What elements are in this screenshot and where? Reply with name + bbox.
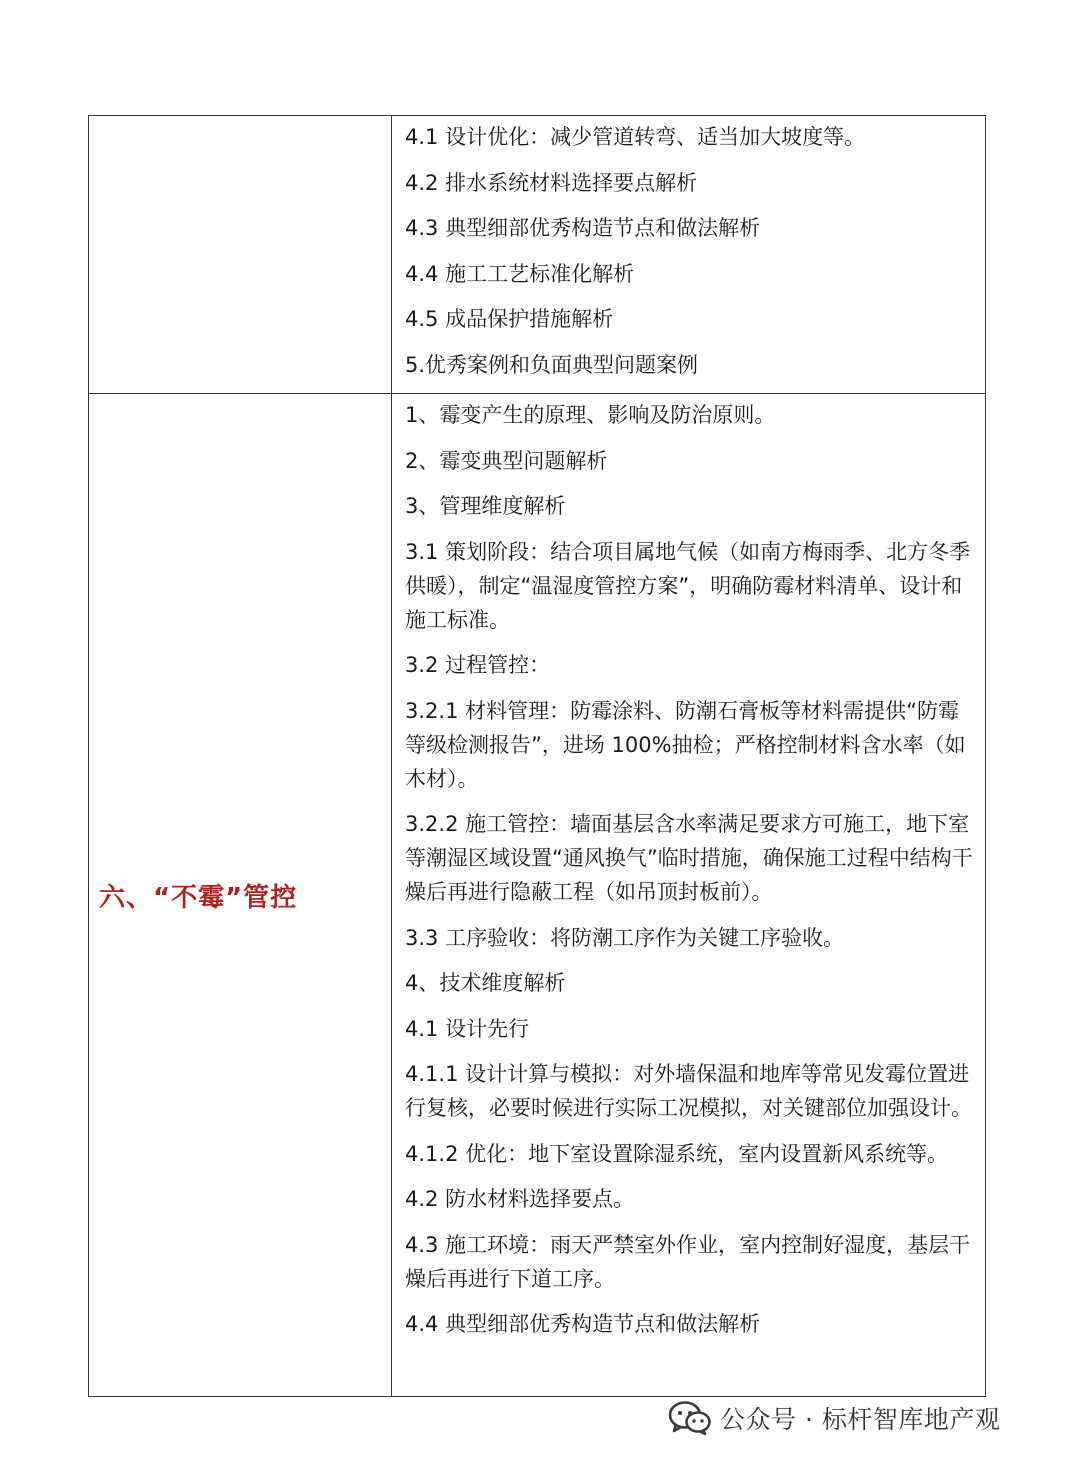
content-line: 4.4 典型细部优秀构造节点和做法解析: [405, 1312, 761, 1336]
content-line: 4.2 防水材料选择要点。: [405, 1187, 635, 1211]
content-line: 4.1 设计先行: [405, 1016, 530, 1041]
content-line: 3.1 策划阶段：结合项目属地气候（如南方梅雨季、北方冬季供暖），制定“温湿度管控方案”，明确防霉材料清单、设计和施工标准。: [405, 539, 971, 632]
wechat-icon: [668, 1400, 712, 1436]
section-title: 六、“不霉”管控: [99, 882, 298, 913]
content-line: 3.3 工序验收：将防潮工序作为关键工序验收。: [405, 925, 845, 950]
content-line: 4.5 成品保护措施解析: [405, 307, 614, 331]
content-line: 1、霉变产生的原理、影响及防治原则。: [405, 403, 776, 427]
content-line: 3、管理维度解析: [405, 494, 566, 518]
content-line: 4.1.2 优化：地下室设置除湿系统，室内设置新风系统等。: [405, 1141, 949, 1166]
content-line: 4、技术维度解析: [405, 971, 566, 995]
table-row: [89, 394, 986, 1397]
content-line: 5.优秀案例和负面典型问题案例: [405, 352, 699, 377]
content-table: [88, 115, 986, 1397]
content-line: 3.2.2 施工管控：墙面基层含水率满足要求方可施工，地下室等潮湿区域设置“通风换气”临时措施，确保施工过程中结构干燥后再进行隐蔽工程（如吊顶封板前）。: [405, 812, 973, 904]
row-content-cell: [392, 116, 986, 394]
row-label-cell: [89, 394, 392, 1397]
content-line: 3.2 过程管控：: [405, 653, 551, 677]
content-line: 4.2 排水系统材料选择要点解析: [405, 170, 698, 195]
content-line: 2、霉变典型问题解析: [405, 448, 608, 473]
content-line: 3.2.1 材料管理：防霉涂料、防潮石膏板等材料需提供“防霉等级检测报告”，进场 100%抽检；严格控制材料含水率（如木材）。: [405, 698, 966, 791]
footer-text: 公众号 · 标杆智库地产观: [720, 1405, 1001, 1434]
table-row: [89, 116, 986, 394]
watermark-footer: [668, 1398, 1000, 1438]
content-line: 4.3 施工环境：雨天严禁室外作业，室内控制好湿度，基层干燥后再进行下道工序。: [405, 1232, 971, 1291]
content-line: 4.1.1 设计计算与模拟：对外墙保温和地库等常见发霉位置进行复核，必要时候进行实际工况模拟，对关键部位加强设计。: [405, 1062, 972, 1120]
row-label-cell: [89, 116, 392, 394]
row-content-cell: [392, 394, 986, 1397]
content-line: 4.3 典型细部优秀构造节点和做法解析: [405, 216, 761, 240]
content-line: 4.1 设计优化：减少管道转弯、适当加大坡度等。: [405, 125, 866, 149]
content-line: 4.4 施工工艺标准化解析: [405, 261, 635, 286]
